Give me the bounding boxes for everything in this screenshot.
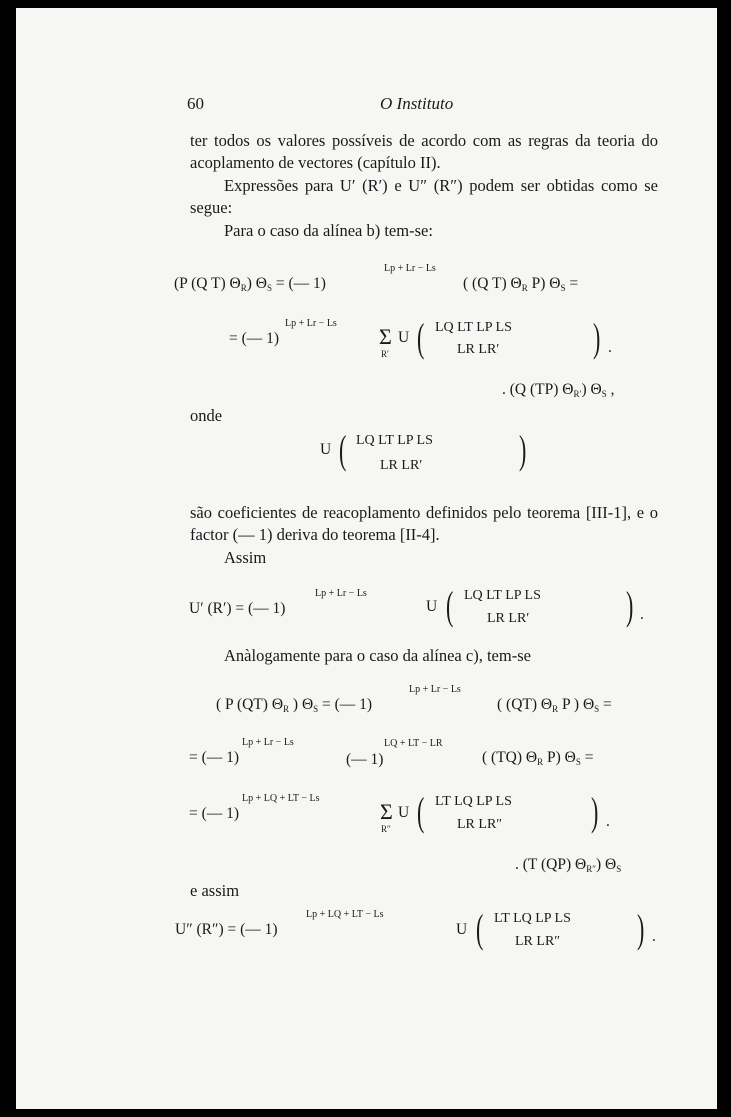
book-page [16, 8, 717, 1109]
equation-2-end: . [608, 339, 612, 356]
sum-index: R″ [381, 824, 391, 834]
paragraph-1: ter todos os valores possíveis de acordo com as regras da teoria do acoplamento de vectores (capítulo II). [190, 131, 658, 172]
equation-10-end: . [652, 928, 656, 945]
equation-1-exponent: Lp + Lr − Ls [384, 263, 436, 274]
onde-text: onde [190, 406, 223, 425]
coefficient-U: U [456, 921, 468, 938]
left-paren: ( [417, 789, 425, 834]
equation-2-exponent: Lp + Lr − Ls [285, 318, 337, 329]
equation-6-lhs: ( P (QT) $\Theta_R$ ) $\Theta_S$ = (— 1) [216, 696, 373, 714]
equation-8-lhs: = (— 1) [189, 805, 240, 822]
right-paren: ) [593, 315, 601, 360]
coefficient-U: U [426, 598, 438, 615]
right-paren: ) [626, 583, 634, 628]
equation-2-lhs: = (— 1) [229, 330, 280, 347]
paragraph-5: Anàlogamente para o caso da alínea c), tem-se [224, 646, 531, 665]
matrix-top-row: LT LQ LP LS [494, 911, 571, 926]
sum-symbol: Σ [380, 799, 393, 824]
equation-10-exponent: Lp + LQ + LT − Ls [306, 909, 384, 920]
matrix-bottom-row: LR LR′ [487, 611, 530, 626]
matrix-top-row: LQ LT LP LS [356, 433, 433, 448]
equation-6-rhs: ( (QT) $\Theta_R$ P ) $\Theta_S$ = [497, 696, 612, 714]
assim-text: Assim [224, 548, 267, 567]
matrix-top-row: LQ LT LP LS [435, 320, 512, 335]
equation-1-rhs: ( (Q T) $\Theta_R$ P) $\Theta_S$ = [463, 275, 579, 293]
left-paren: ( [446, 583, 454, 628]
right-paren: ) [591, 789, 599, 834]
equation-7-exponent-2: LQ + LT − LR [384, 738, 443, 749]
matrix-bottom-row: LR LR′ [380, 458, 423, 473]
sum-index: R′ [381, 349, 389, 359]
equation-4-U: U [320, 441, 332, 458]
page-number: 60 [187, 94, 204, 113]
sum-symbol: Σ [379, 324, 392, 349]
paragraph-3: Para o caso da alínea b) tem-se: [224, 221, 433, 240]
equation-10-lhs: U″ (R″) = (— 1) [175, 921, 278, 938]
equation-9: . (T (QP) $\Theta_{R''}$) $\Theta_S$ [515, 856, 622, 874]
right-paren: ) [519, 427, 527, 472]
equation-7-exponent-1: Lp + Lr − Ls [242, 737, 294, 748]
equation-5-exponent: Lp + Lr − Ls [315, 588, 367, 599]
matrix-top-row: LT LQ LP LS [435, 794, 512, 809]
matrix-top-row: LQ LT LP LS [464, 588, 541, 603]
equation-7-lhs: = (— 1) [189, 749, 240, 766]
equation-8-exponent: Lp + LQ + LT − Ls [242, 793, 320, 804]
coefficient-U: U [398, 804, 410, 821]
right-paren: ) [637, 906, 645, 951]
e-assim-text: e assim [190, 881, 240, 900]
equation-1: (P (Q T) $\Theta_R$) $\Theta_S$ = (— 1) [174, 275, 326, 293]
matrix-bottom-row: LR LR″ [515, 934, 561, 949]
paragraph-4: são coeficientes de reacoplamento definidos pelo teorema [III-1], e o factor (— 1) deriva do teorema [II-4]. [190, 503, 658, 544]
left-paren: ( [339, 427, 347, 472]
equation-5-lhs: U′ (R′) = (— 1) [189, 600, 286, 617]
left-paren: ( [417, 315, 425, 360]
equation-3: . (Q (TP) $\Theta_{R'}$) $\Theta_S$ , [502, 381, 615, 399]
left-paren: ( [476, 906, 484, 951]
equation-7-rhs: ( (TQ) $\Theta_R$ P) $\Theta_S$ = [482, 749, 594, 767]
matrix-bottom-row: LR LR″ [457, 817, 503, 832]
matrix-bottom-row: LR LR′ [457, 342, 500, 357]
coefficient-U: U [398, 329, 410, 346]
running-title: O Instituto [380, 94, 454, 113]
equation-8-end: . [606, 813, 610, 830]
equation-5-end: . [640, 606, 644, 623]
equation-7-mid: (— 1) [346, 751, 384, 768]
paragraph-2: Expressões para U′ (R′) e U″ (R″) podem ser obtidas como se segue: [190, 176, 658, 217]
equation-6-exponent: Lp + Lr − Ls [409, 684, 461, 695]
